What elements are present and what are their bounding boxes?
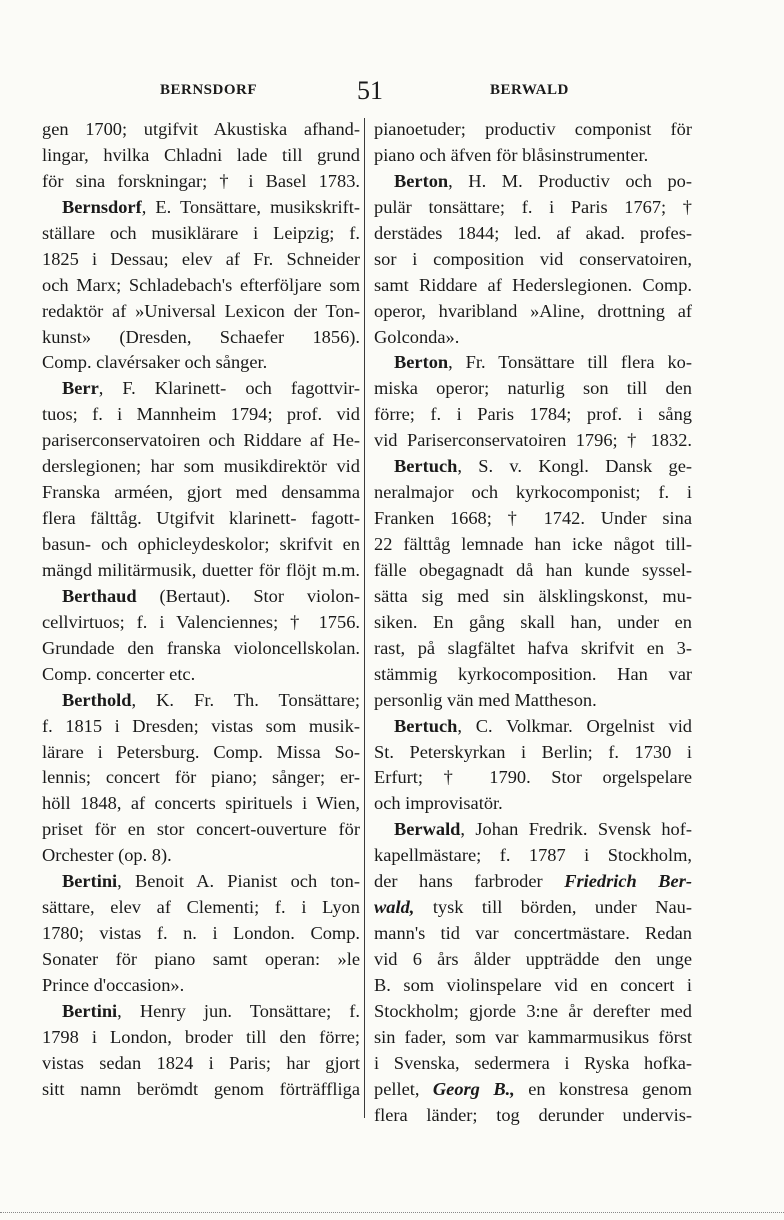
line-text: St. Peterskyrkan i Berlin; f. 1730 i bbox=[374, 741, 692, 762]
text-line bbox=[374, 1025, 692, 1051]
text-line bbox=[42, 143, 360, 169]
italic-name: Georg B., bbox=[432, 1078, 515, 1099]
text-line bbox=[42, 973, 360, 999]
line-text: en konstresa genom bbox=[514, 1078, 692, 1099]
text-line bbox=[42, 273, 360, 299]
text-line bbox=[42, 532, 360, 558]
line-text: vid Pariserconservatoiren 1796; † 1832. bbox=[374, 430, 692, 451]
line-text: , S. v. Kongl. Dansk ge- bbox=[457, 456, 692, 477]
text-line bbox=[374, 247, 692, 273]
text-line bbox=[42, 454, 360, 480]
text-line bbox=[42, 117, 360, 143]
right-column bbox=[374, 117, 692, 1129]
text-line bbox=[374, 869, 692, 895]
text-line bbox=[42, 169, 360, 195]
line-text: tysk till börden, under Nau- bbox=[414, 897, 692, 918]
text-line bbox=[374, 688, 692, 714]
line-text: ställare och musiklärare i Leipzig; f. bbox=[42, 222, 360, 243]
text-line bbox=[42, 921, 360, 947]
text-line bbox=[374, 350, 692, 376]
line-text: basun- och ophicleydeskolor; skrifvit en bbox=[42, 534, 360, 554]
line-text: derslegionen; har som musikdirektör vid bbox=[42, 456, 360, 477]
line-text: 22 fälttåg lemnade han icke något till- bbox=[374, 534, 692, 554]
text-line bbox=[42, 688, 360, 714]
text-line bbox=[374, 714, 692, 740]
line-text: , F. Klarinett- och fagottvir- bbox=[98, 378, 360, 399]
line-text: 1780; vistas f. n. i London. Comp. bbox=[42, 923, 360, 944]
running-head-right: BERWALD bbox=[490, 82, 569, 98]
running-head-left: BERNSDORF bbox=[160, 82, 258, 98]
entry-headword: Bertini bbox=[62, 871, 118, 892]
line-text: Franken 1668; † 1742. Under sina bbox=[374, 508, 692, 529]
text-line bbox=[374, 117, 692, 143]
text-line bbox=[42, 817, 360, 843]
text-line bbox=[374, 1051, 692, 1077]
text-line bbox=[374, 1077, 692, 1103]
text-line bbox=[42, 636, 360, 662]
text-line bbox=[42, 843, 360, 869]
text-line bbox=[374, 195, 692, 221]
line-text: neralmajor och kyrkocomponist; f. i bbox=[374, 482, 692, 503]
line-text: sor i composition vid conservatoiren, bbox=[374, 248, 692, 269]
text-line bbox=[42, 325, 360, 351]
line-text: , Johan Fredrik. Svensk hof- bbox=[460, 819, 692, 840]
line-text: Orchester (op. 8). bbox=[42, 845, 172, 866]
entry-headword: Berr bbox=[62, 378, 99, 399]
page-header bbox=[0, 76, 784, 106]
line-text: sin fader, som var kammarmusikus först bbox=[374, 1026, 692, 1047]
text-line bbox=[42, 1025, 360, 1051]
text-line bbox=[374, 273, 692, 299]
line-text: gen 1700; utgifvit Akustiska afhand- bbox=[42, 119, 360, 139]
entry-headword: Berton bbox=[394, 352, 449, 373]
text-line bbox=[374, 584, 692, 610]
text-line bbox=[374, 428, 692, 454]
line-text: i Svenska, sedermera i Ryska hofka- bbox=[374, 1052, 692, 1073]
line-text: 1798 i London, broder till den förre; bbox=[42, 1026, 360, 1047]
italic-name: wald, bbox=[374, 897, 415, 918]
text-line bbox=[42, 947, 360, 973]
text-line bbox=[42, 740, 360, 766]
text-line bbox=[42, 558, 360, 584]
line-text: f. 1815 i Dresden; vistas som musik- bbox=[42, 715, 360, 736]
line-text: vistas sedan 1824 i Paris; har gjort bbox=[42, 1052, 360, 1073]
line-text: kunst» (Dresden, Schaefer 1856). bbox=[42, 326, 360, 347]
entry-headword: Bernsdorf bbox=[62, 196, 142, 217]
line-text: tuos; f. i Mannheim 1794; prof. vid bbox=[42, 404, 360, 425]
text-line bbox=[374, 895, 692, 921]
line-text: lennis; concert för piano; sånger; er- bbox=[42, 767, 360, 788]
line-text: operor, hvaribland »Aline, drottning af bbox=[374, 300, 692, 321]
text-line bbox=[42, 999, 360, 1025]
line-text: och improvisatör. bbox=[374, 793, 503, 814]
line-text: Erfurt; † 1790. Stor orgelspelare bbox=[374, 767, 692, 788]
text-line bbox=[374, 610, 692, 636]
line-text: och Marx; Schladebach's efterföljare som bbox=[42, 274, 360, 295]
line-text: Franska arméen, gjort med densamma bbox=[42, 482, 360, 503]
line-text: kapellmästare; f. 1787 i Stockholm, bbox=[374, 845, 692, 866]
text-line bbox=[42, 402, 360, 428]
text-line bbox=[374, 636, 692, 662]
line-text: redaktör af »Universal Lexicon der Ton- bbox=[42, 300, 360, 321]
line-text: miska operor; naturlig son till den bbox=[374, 378, 692, 399]
column-divider bbox=[364, 118, 365, 1118]
entry-headword: Bertini bbox=[62, 1000, 118, 1021]
text-line bbox=[42, 895, 360, 921]
text-line bbox=[374, 454, 692, 480]
line-text: höll 1848, af concerts spirituels i Wien, bbox=[42, 793, 360, 814]
line-text: Stockholm; gjorde 3:ne år derefter med bbox=[374, 1000, 692, 1021]
page-number: 51 bbox=[357, 76, 383, 105]
text-line bbox=[374, 1103, 692, 1129]
text-line bbox=[374, 532, 692, 558]
line-text: sitt namn berömdt genom förträffliga bbox=[42, 1078, 360, 1099]
line-text: , K. Fr. Th. Tonsättare; bbox=[131, 689, 360, 710]
line-text: lärare i Petersburg. Comp. Missa So- bbox=[42, 741, 360, 762]
text-line bbox=[42, 791, 360, 817]
text-line bbox=[42, 869, 360, 895]
line-text: flera fälttåg. Utgifvit klarinett- fagott- bbox=[42, 508, 360, 529]
text-line bbox=[42, 299, 360, 325]
line-text: stämmig kyrkocomposition. Han var bbox=[374, 663, 692, 684]
line-text: , C. Volkmar. Orgelnist vid bbox=[457, 715, 692, 736]
text-line bbox=[374, 143, 692, 169]
line-text: derstädes 1844; led. af akad. profes- bbox=[374, 222, 692, 243]
text-line bbox=[374, 765, 692, 791]
line-text: fälle obegagnadt då han kunde syssel- bbox=[374, 559, 692, 580]
text-line bbox=[374, 973, 692, 999]
text-line bbox=[374, 558, 692, 584]
line-text: Grundade den franska violoncellskolan. bbox=[42, 637, 360, 658]
text-line bbox=[374, 740, 692, 766]
line-text: Comp. concerter etc. bbox=[42, 663, 196, 684]
text-line bbox=[374, 480, 692, 506]
text-line bbox=[42, 714, 360, 740]
text-line bbox=[374, 506, 692, 532]
text-line bbox=[42, 428, 360, 454]
text-line bbox=[374, 662, 692, 688]
text-line bbox=[374, 817, 692, 843]
text-line bbox=[42, 1051, 360, 1077]
line-text: 1825 i Dessau; elev af Fr. Schneider bbox=[42, 248, 360, 269]
line-text: priset för en stor concert-ouverture för bbox=[42, 819, 360, 840]
line-text: , Benoit A. Pianist och ton- bbox=[117, 871, 360, 892]
line-text: personlig vän med Mattheson. bbox=[374, 689, 597, 710]
line-text: , Henry jun. Tonsättare; f. bbox=[117, 1000, 360, 1021]
text-line bbox=[42, 584, 360, 610]
entry-headword: Berthold bbox=[62, 689, 132, 710]
text-line bbox=[374, 169, 692, 195]
line-text: , H. M. Productiv och po- bbox=[448, 170, 692, 191]
text-line bbox=[42, 195, 360, 221]
text-line bbox=[374, 221, 692, 247]
text-line bbox=[42, 765, 360, 791]
line-text: för sina forskningar; † i Basel 1783. bbox=[42, 170, 360, 191]
text-line bbox=[374, 791, 692, 817]
text-line bbox=[374, 299, 692, 325]
text-line bbox=[374, 402, 692, 428]
text-line bbox=[374, 921, 692, 947]
text-line bbox=[374, 325, 692, 351]
text-line bbox=[42, 480, 360, 506]
page-bottom-edge bbox=[0, 1212, 784, 1214]
text-line bbox=[42, 350, 360, 376]
text-line bbox=[42, 610, 360, 636]
line-text: , E. Tonsättare, musikskrift- bbox=[141, 196, 360, 217]
line-text: (Bertaut). Stor violon- bbox=[136, 585, 360, 606]
text-line bbox=[42, 221, 360, 247]
line-text: , Fr. Tonsättare till flera ko- bbox=[448, 352, 692, 373]
line-text: pianoetuder; productiv componist för bbox=[374, 119, 692, 139]
text-line bbox=[42, 506, 360, 532]
line-text: cellvirtuos; f. i Valenciennes; † 1756. bbox=[42, 611, 360, 632]
left-column bbox=[42, 117, 360, 1103]
line-text: Golconda». bbox=[374, 326, 460, 347]
line-text: vid 6 års ålder uppträdde den unge bbox=[374, 949, 692, 969]
text-line bbox=[42, 662, 360, 688]
line-text: rast, på slagfältet hafva skrifvit en 3- bbox=[374, 637, 692, 658]
line-text: siken. En gång skall han, under en bbox=[374, 611, 692, 632]
line-text: piano och äfven för blåsinstrumenter. bbox=[374, 144, 649, 165]
text-line bbox=[42, 247, 360, 273]
text-line bbox=[374, 376, 692, 402]
line-text: pariserconservatoiren och Riddare af He- bbox=[42, 430, 360, 451]
line-text: Prince d'occasion». bbox=[42, 974, 185, 995]
line-text: sätta sig med sin älsklingskonst, mu- bbox=[374, 585, 692, 606]
text-line bbox=[374, 947, 692, 973]
line-text: sättare, elev af Clementi; f. i Lyon bbox=[42, 897, 360, 918]
entry-headword: Berthaud bbox=[62, 585, 137, 606]
line-text: Comp. clavérsaker och sånger. bbox=[42, 352, 268, 373]
italic-name: Friedrich Ber- bbox=[564, 871, 692, 892]
line-text: pellet, bbox=[374, 1078, 433, 1099]
entry-headword: Berwald bbox=[394, 819, 461, 840]
line-text: flera länder; tog derunder undervis- bbox=[374, 1104, 692, 1125]
line-text: samt Riddare af Hederslegionen. Comp. bbox=[374, 274, 692, 295]
line-text: mann's tid var concertmästare. Redan bbox=[374, 923, 692, 944]
line-text: der hans farbroder bbox=[374, 871, 565, 892]
line-text: B. som violinspelare vid en concert i bbox=[374, 974, 692, 995]
line-text: Sonater för piano samt operan: »le bbox=[42, 949, 360, 969]
text-line bbox=[42, 376, 360, 402]
line-text: mängd militärmusik, duetter för flöjt m.m. bbox=[42, 559, 360, 580]
text-line bbox=[374, 999, 692, 1025]
line-text: lingar, hvilka Chladni lade till grund bbox=[42, 144, 360, 165]
entry-headword: Bertuch bbox=[394, 715, 458, 736]
text-line bbox=[42, 1077, 360, 1103]
entry-headword: Berton bbox=[394, 170, 449, 191]
line-text: pulär tonsättare; f. i Paris 1767; † bbox=[374, 196, 692, 217]
text-line bbox=[374, 843, 692, 869]
entry-headword: Bertuch bbox=[394, 456, 458, 477]
line-text: förre; f. i Paris 1784; prof. i sång bbox=[374, 404, 692, 425]
